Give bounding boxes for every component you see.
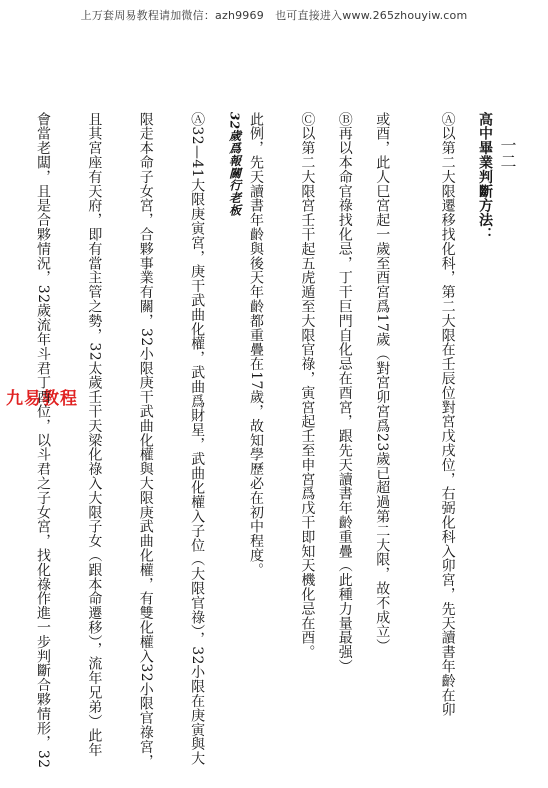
text-column: 會當老闆，且是合夥情況，32歲流年斗君丁酉位，以斗君之子女宮，找化祿作進一步判斷合夥情形，32 xyxy=(34,112,51,769)
watermark-header: 上万套周易教程请加微信：azh9969 也可直接进入www.265zhouyiw.com xyxy=(80,9,468,22)
text-column: 限走本命子女宮，合夥事業有關，32小限庚干武曲化權與大限庚武曲化權，有雙化權入32小限官祿宮， xyxy=(137,112,154,769)
text-column: Ⓒ以第二大限宮壬干起五虎遁至大限官祿，寅宮起壬至申宮爲戊干即知天機化忌在酉。 xyxy=(299,112,316,660)
text-column: 且其宮座有天府，即有當主管之勢，32太歲壬干天梁化祿入大限子女（跟本命遷移），流年兄弟）此年 xyxy=(86,112,103,758)
text-column: Ⓐ以第二大限遷移找化科，第二大限在壬辰位對宮戊戌位，右弼化科入卯宮，先天讀書年齡在卯 xyxy=(439,112,456,717)
text-column: 或酉，此人巳宮起一歲至酉宮爲17歲（對宮卯宮爲23歲已超過第二大限，故不成立） xyxy=(374,112,391,654)
text-column: 此例，先天讀書年齡與後天年齡都重疊在17歲，故知學歷必在初中程度。 xyxy=(247,112,264,578)
brand-watermark-logo: 九易教程 xyxy=(6,389,78,409)
text-column xyxy=(0,112,32,772)
text-column: Ⓑ再以本命官祿找化忌，丁干巨門自化忌在酉宮，跟先天讀書年齡重疊（此種力量最强） xyxy=(336,112,353,674)
text-column: 高中畢業判斷方法： xyxy=(477,112,493,242)
text-column: Ⓐ32—41大限庚寅宮，庚干武曲化權，武曲爲財星，武曲化權入子位（大限官祿），32小限在庚寅與大 xyxy=(189,112,206,766)
page-number: 一二 xyxy=(498,137,517,169)
text-column: 32歲爲報關行老板 xyxy=(227,112,242,217)
